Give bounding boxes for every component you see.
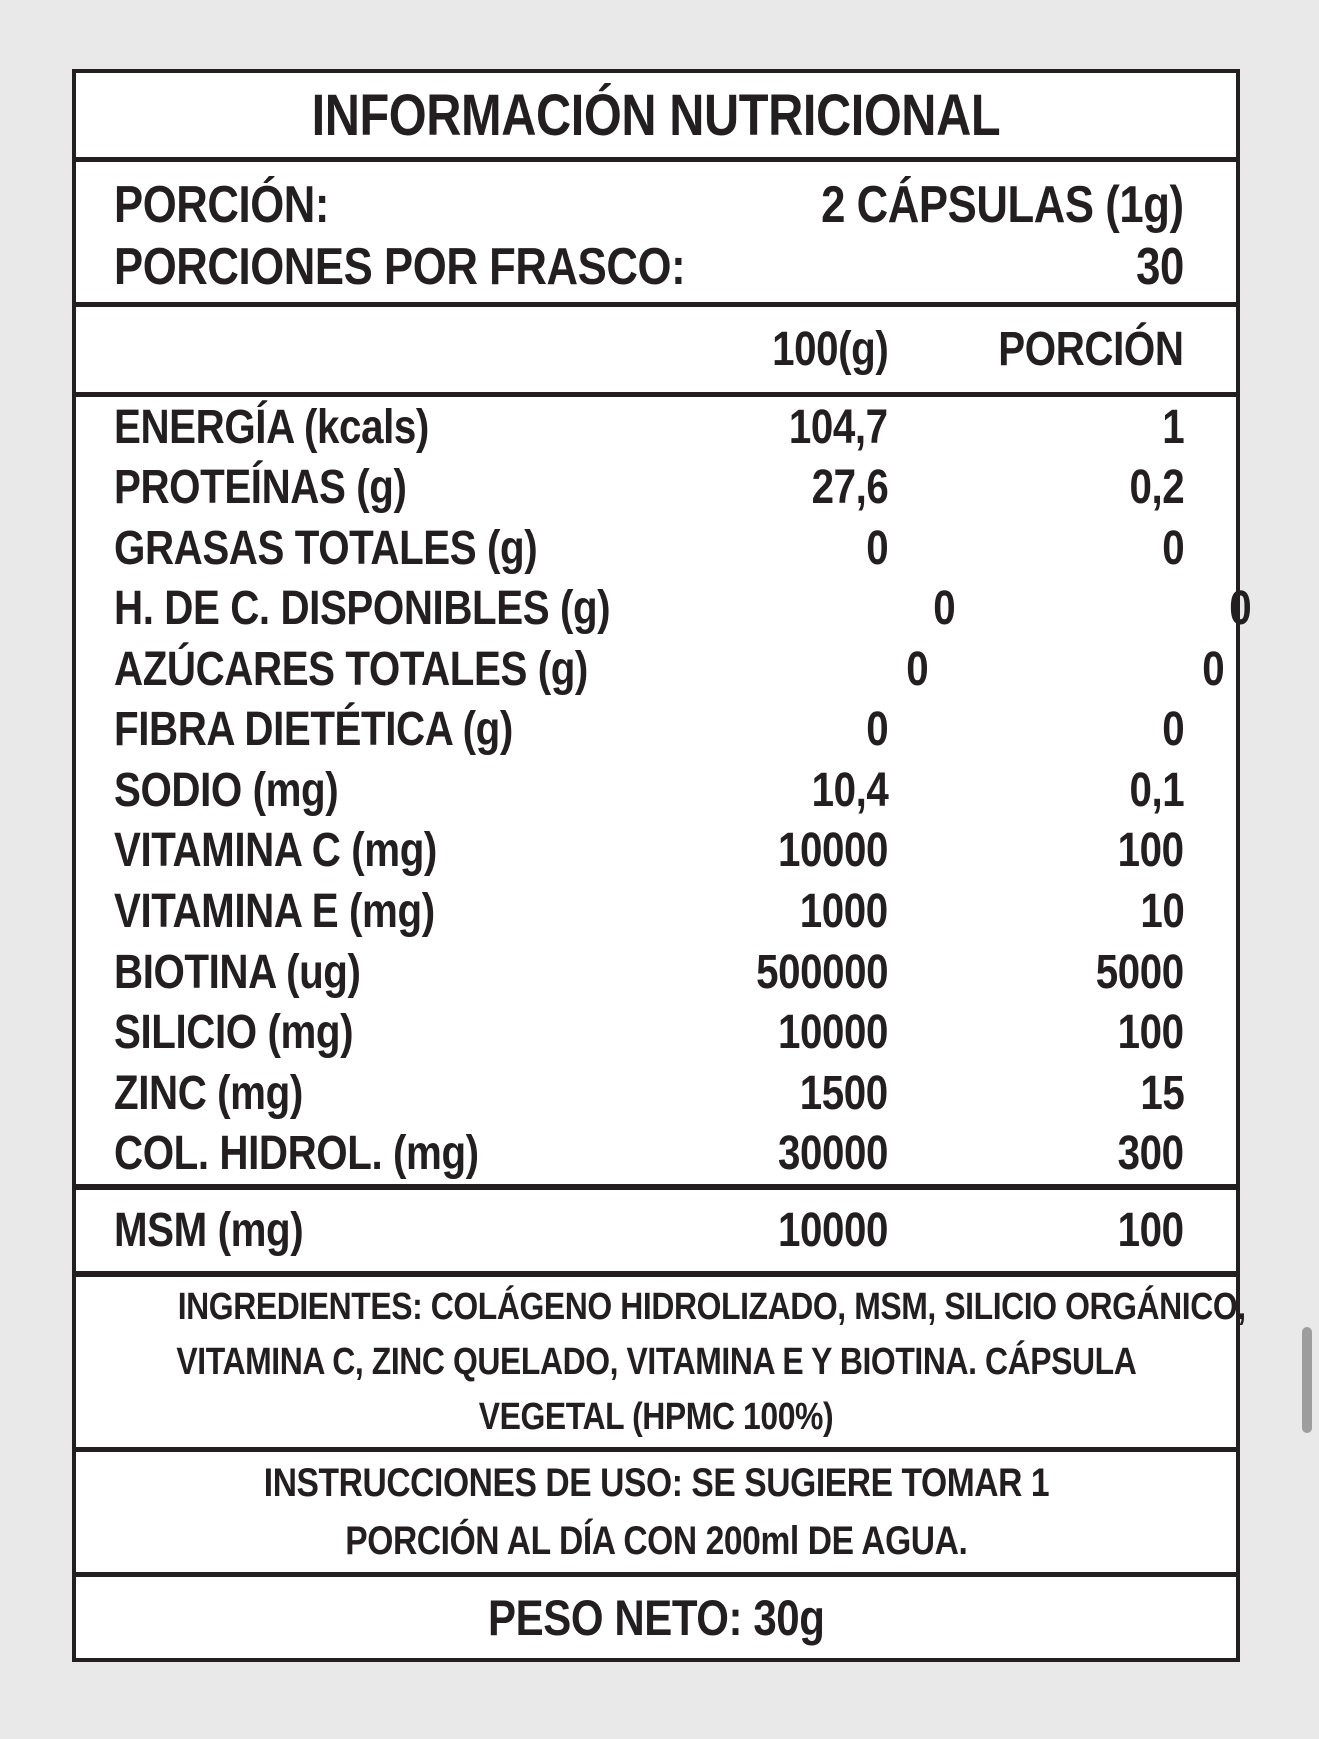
nutrient-portion: 100 — [1117, 1204, 1184, 1257]
msm-section — [76, 1190, 1236, 1277]
nutrient-per100: 10,4 — [811, 763, 888, 817]
nutrient-label: SILICIO (mg) — [114, 1006, 354, 1060]
nutrient-portion: 15 — [1139, 1066, 1184, 1120]
nutrient-label: FIBRA DIETÉTICA (g) — [114, 703, 513, 757]
table-row — [76, 639, 1236, 700]
nutrient-portion: 1 — [1161, 400, 1184, 454]
nutrient-portion: 0 — [1202, 642, 1225, 696]
servings-per-container-label: PORCIONES POR FRASCO: — [114, 238, 686, 296]
nutrient-label: PROTEÍNAS (g) — [114, 461, 407, 515]
instructions-line: PORCIÓN AL DÍA CON 200ml DE AGUA. — [344, 1519, 968, 1563]
table-row — [76, 518, 1236, 579]
table-row — [76, 1203, 1236, 1258]
servings-per-container-value: 30 — [1136, 238, 1184, 296]
scrollbar-thumb[interactable] — [1302, 1327, 1312, 1433]
table-row — [76, 821, 1236, 882]
serving-size-label: PORCIÓN: — [114, 176, 330, 234]
table-row — [76, 397, 1236, 458]
nutrient-label: COL. HIDROL. (mg) — [114, 1127, 479, 1181]
nutrient-per100: 27,6 — [811, 461, 888, 515]
nutrient-per100: 0 — [865, 703, 888, 757]
nutrient-portion: 5000 — [1095, 945, 1184, 999]
nutrient-portion: 0,1 — [1129, 763, 1184, 817]
label-title: INFORMACIÓN NUTRICIONAL — [311, 82, 1001, 148]
nutrient-per100: 10000 — [777, 1204, 888, 1257]
nutrient-portion: 300 — [1117, 1127, 1184, 1181]
nutrient-per100: 1000 — [799, 885, 888, 939]
ingredients-line: INGREDIENTES: COLÁGENO HIDROLIZADO, MSM, SILICIO ORGÁNICO, — [177, 1286, 1246, 1328]
nutrient-portion: 10 — [1139, 885, 1184, 939]
nutrient-per100: 104,7 — [789, 400, 888, 454]
nutrient-label: ENERGÍA (kcals) — [114, 400, 429, 454]
nutrient-portion: 100 — [1117, 824, 1184, 878]
nutrient-label: GRASAS TOTALES (g) — [114, 521, 538, 575]
table-row — [76, 458, 1236, 519]
column-header-per100: 100(g) — [771, 323, 888, 376]
column-header-section — [76, 307, 1236, 397]
nutrient-label: ZINC (mg) — [114, 1066, 303, 1120]
nutrient-per100: 0 — [932, 582, 955, 636]
nutrient-label: VITAMINA C (mg) — [114, 824, 437, 878]
nutrient-per100: 0 — [865, 521, 888, 575]
table-row — [76, 1063, 1236, 1124]
usage-instructions-section — [76, 1452, 1236, 1577]
table-row — [76, 1002, 1236, 1063]
serving-size-row — [114, 174, 1184, 236]
nutrient-label: H. DE C. DISPONIBLES (g) — [114, 582, 611, 636]
ingredients-section — [76, 1277, 1246, 1452]
table-row — [76, 942, 1236, 1003]
table-row — [76, 760, 1236, 821]
nutrient-label: VITAMINA E (mg) — [114, 885, 435, 939]
nutrient-portion: 100 — [1117, 1006, 1184, 1060]
nutrient-label: MSM (mg) — [114, 1204, 304, 1257]
nutrition-facts-label — [72, 69, 1251, 1662]
table-row — [76, 579, 1251, 640]
table-row — [76, 700, 1236, 761]
nutrient-per100: 0 — [906, 642, 929, 696]
nutrients-table — [76, 397, 1251, 1190]
nutrient-portion: 0 — [1228, 582, 1251, 636]
column-header-portion: PORCIÓN — [998, 323, 1184, 376]
net-weight-value: PESO NETO: 30g — [487, 1589, 825, 1646]
serving-section — [76, 162, 1236, 307]
nutrient-per100: 500000 — [755, 945, 888, 999]
ingredients-line: VEGETAL (HPMC 100%) — [478, 1396, 834, 1438]
ingredients-line: VITAMINA C, ZINC QUELADO, VITAMINA E Y BIOTINA. CÁPSULA — [176, 1341, 1136, 1383]
nutrient-portion: 0 — [1161, 703, 1184, 757]
nutrient-portion: 0,2 — [1129, 461, 1184, 515]
label-title-row — [76, 73, 1236, 162]
nutrient-label: AZÚCARES TOTALES (g) — [114, 642, 588, 696]
servings-per-container-row — [114, 236, 1184, 298]
serving-size-value: 2 CÁPSULAS (1g) — [821, 176, 1184, 234]
nutrient-label: BIOTINA (ug) — [114, 945, 361, 999]
instructions-line: INSTRUCCIONES DE USO: SE SUGIERE TOMAR 1 — [263, 1461, 1049, 1505]
nutrient-per100: 30000 — [777, 1127, 888, 1181]
nutrient-per100: 10000 — [777, 1006, 888, 1060]
table-row — [76, 881, 1236, 942]
nutrient-per100: 10000 — [777, 824, 888, 878]
table-row — [76, 1123, 1236, 1184]
nutrient-per100: 1500 — [799, 1066, 888, 1120]
nutrient-portion: 0 — [1161, 521, 1184, 575]
nutrient-label: SODIO (mg) — [114, 763, 339, 817]
net-weight-section — [76, 1577, 1236, 1658]
